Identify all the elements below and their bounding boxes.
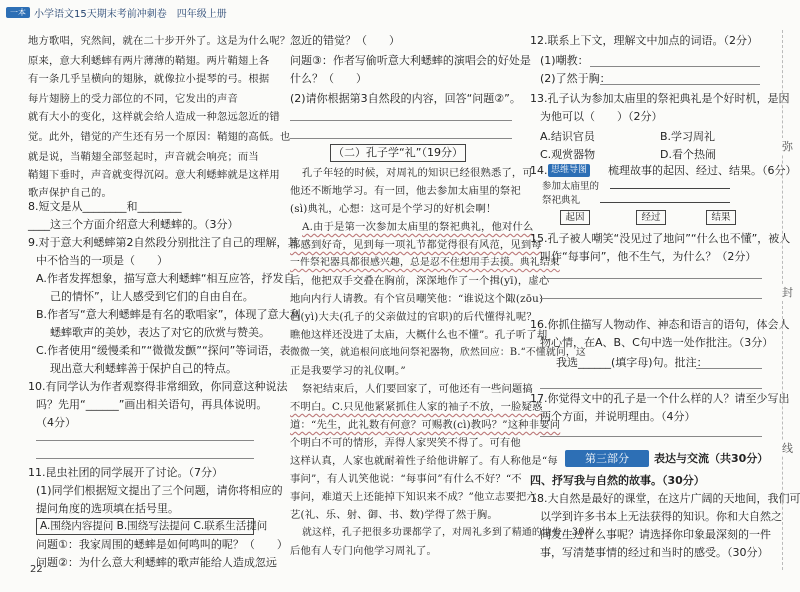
q13-option-b: B.学习周礼 [660,130,716,143]
page-header [0,0,800,20]
question-10-cont: 吗？先用“______”画出相关语句，再具体说明。 [36,398,268,411]
seal-line [782,30,783,570]
passage-line: 个明白不可的情形，弄得人家哭笑不得了。可有他 [290,437,521,449]
q13-option-c: C.观赏器物 [540,148,596,161]
passage-line: 邑(yì)大夫(孔子的父亲做过的官职)的后代懂得礼呢？ [290,311,537,323]
passage-line: 歌声保护自己的。 [28,187,112,199]
passage-line: 这样认真，人家也就耐着性子给他讲解了。有人称他是“每 [290,455,558,467]
mindmap-tag: 思维导图 [548,164,590,177]
passage-line: 每片翅膀上的受力部位的不同，它发出的声音 [28,93,238,105]
q11-q3: 问题③：作者写偷听意大利蟋蟀的演唱会的好处是 [290,54,531,67]
question-9: 9.对于意大利蟋蟀第2自然段分别批注了自己的理解，其 [28,236,299,249]
option-c-cont: 现出意大利蟋蟀善于保护自己的特点。 [50,362,237,375]
answer-line[interactable] [36,458,254,459]
question-17-cont: 两个方面，并说明理由。（4分） [540,410,696,423]
question-14: 梳理故事的起因、经过、结果。（6分） [608,164,797,177]
passage-line: 事问”，有人讥笑他说：“每事问”有什么不好？“不 [290,473,522,485]
seal-char: 弥 [782,140,793,153]
section-title: （二）孔子学“礼”（19分） [330,144,466,162]
question-12-2: (2)了然于胸： [540,72,611,85]
flow-start-1: 参加太庙里的 [542,181,600,192]
question-16-cont: 物心情，在A、B、C句中选一处作批注。（3分） [540,336,774,349]
answer-line[interactable] [540,298,762,299]
passage-line-c: 不明白。C.只见他紧紧抓住人家的袖子不放，一脸疑惑 [290,401,543,413]
question-12: 12.联系上下文，理解文中加点的词语。（2分） [530,34,758,47]
passage-line: 鞘翅下垂时，声音就变得沉闷。意大利蟋蟀就是这样用 [28,169,280,181]
section-three-title: 表达与交流（共30分） [654,452,769,465]
question-16: 16.你抓住描写人物动作、神态和语言的语句，体会人 [530,318,790,331]
passage-line: 原来，意大利蟋蟀有两片薄薄的鞘翅。两片鞘翅上各 [28,55,270,67]
answer-line[interactable] [540,436,762,437]
question-13: 13.孔子认为参加太庙里的祭祀典礼是个好时机，是因 [530,92,790,105]
question-11-q1: 问题①：我家周围的蟋蟀是如何鸣叫的呢？（ ） [36,538,288,551]
options-text: A.围绕内容提问 B.围绕写法提问 C.联系生活提问 [40,520,268,532]
question-11-q2: 问题②：为什么意大利蟋蟀的歌声能给人造成忽远 [36,556,277,569]
passage-line: 地向内行人请教。有个官员嘲笑他：“谁说这个陬(zōu) [290,293,544,305]
seal-char: 封 [782,286,793,299]
option-a-cont: 己的情怀”，让人感受到它们的自由自在。 [50,290,254,303]
question-9-cont: 中不恰当的一项是（ ） [36,254,168,267]
question-16-choice: 我选______(填字母)句。批注： [556,356,708,369]
passage-line: 祭祀结束后，人们要回家了，可他还有一些问题搞 [302,383,533,395]
option-b-cont: 蟋蟀歌声的美妙，表达了对它的欣赏与赞美。 [50,326,270,339]
seal-char: 线 [782,442,793,455]
answer-line[interactable] [600,84,760,85]
flow-box-process: 经过 [636,210,666,225]
answer-line[interactable] [290,120,512,121]
question-8: 8.短文是从________和________ [28,200,182,213]
q11-part2: (2)请你根据第3自然段的内容，回答“问题②”。 [290,92,521,105]
question-8-cont: ____这三个方面介绍意大利蟋蟀的。（3分） [28,218,239,231]
passage-line: 孔子年轻的时候，对周礼的知识已经很熟悉了，可 [302,167,533,179]
flow-start-2: 祭祀典礼 [542,195,581,206]
question-10: 10.有同学认为作者观察得非常细致，你同意这种说法 [28,380,288,393]
question-15: 15.孔子被人嘲笑“没见过了地问”“什么也不懂”，被人 [530,232,791,245]
option-b: B.作者写“意大利蟋蟀是有名的歌唱家”，体现了意大利 [36,308,301,321]
q13-option-a: A.结识官员 [540,130,595,143]
passage-line: 一件祭祀器具都很感兴趣，总是忍不住想用手去摸。典礼结束 [290,257,560,268]
answer-line[interactable] [540,388,762,389]
answer-line[interactable] [36,440,254,441]
question-15-cont: 叫作“每事问”，他不生气，为什么？（2分） [540,250,757,263]
passage-line: 艺(礼、乐、射、御、书、数)学得了然于胸。 [290,509,498,521]
passage-line: 有一条几乎呈横向的翅脉，就像拉小提琴的弓。根据 [28,73,270,85]
passage-line: 正是我要学习的礼仪啊。” [290,365,406,377]
question-18-cont: 以学到许多书本上无法获得的知识。你和大自然之 [540,510,782,523]
q11-q2-cont: 忽近的错觉？（ ） [290,34,400,47]
passage-line: 就是说，当鞘翅全部竖起时，声音就会响亮；而当 [28,151,259,163]
answer-line[interactable] [540,278,762,279]
passage-line: 后，他把双手交叠在胸前，深深地作了一个揖(yī)，虚心 [290,275,550,287]
passage-line: 都感到好奇，见到每一项礼节都觉得很有风范，见到每 [290,239,542,251]
q11-q3-cont: 什么？（ ） [290,72,367,85]
passage-line: 觉。此外，错觉的产生还有另一个原因：鞘翅的高低。也 [28,131,291,143]
question-11: 11.昆虫社团的同学展开了讨论。（7分） [28,466,223,479]
question-12-1: (1)嘲教： [540,54,589,67]
page-number: 22 [30,564,43,575]
section-three-badge: 第三部分 [565,450,649,467]
question-18: 18.大自然是最好的课堂，在这片广阔的天地间，我们可 [530,492,800,505]
q13-option-d: D.看个热闹 [660,148,716,161]
header-title: 小学语文15天期末考前冲刺卷 四年级上册 [34,9,227,20]
passage-line-a: A.由于是第一次参加太庙里的祭祀典礼，他对什么 [302,221,534,233]
passage-line: 他还不断地学习。有一回，他去参加太庙里的祭祀 [290,185,521,197]
flow-box-cause: 起因 [560,210,590,225]
question-13-cont: 为他可以（ ）（2分） [540,110,663,123]
passage-line: 就有大小的变化，这样就会给人造成一种忽远忽近的错 [28,111,280,123]
question-17: 17.你觉得文中的孔子是一个什么样的人？请至少写出 [530,392,790,405]
section-four-title: 四、抒写我与自然的故事。（30分） [530,474,705,487]
publisher-badge: 一本 [6,7,30,18]
passage-line-b: 微微一笑，就追根问底地问祭祀器物，欣然回应：B.“不懂就问，这 [290,347,586,358]
question-10-score: （4分） [36,416,76,429]
passage-line: 瞧他这样还没进了太庙，大概什么也不懂”。孔子听了却 [290,329,548,341]
passage-line: 事问，难道天上还能掉下知识来不成？”他立志要把六 [290,491,537,503]
option-c: C.作者使用“缓慢柔和”“微微发颤”“探问”等词语，表 [36,344,291,357]
passage-line: 后他有人专门向他学习周礼了。 [290,545,437,557]
passage-line: 就这样，孔子把很多功课都学了，对周礼多到了精通的地步，30岁 [302,527,595,538]
question-11-part1-cont: 提问角度的选项填在括号里。 [36,502,179,515]
answer-line[interactable] [696,368,762,369]
flow-box-result: 结果 [706,210,736,225]
passage-line: (sì)典礼，心想：这可是个学习的好机会啊！ [290,203,497,215]
passage-line: 道：“先生，此礼数有何意？可赐教(cì)教吗？”这种非要问 [290,419,561,431]
question-11-part1: (1)同学们根据短文提出了三个问题，请你将相应的 [36,484,283,497]
flow-arrow [600,202,730,203]
answer-line[interactable] [590,66,760,67]
option-a: A.作者发挥想象，描写意大利蟋蟀“相互应答，抒发自 [36,272,295,285]
question-18-cont: 事，写清楚事情的经过和当时的感受。（30分） [540,546,769,559]
question-14-num: 14. [530,164,548,177]
passage-line: 地方歌唱，究然间，就在二十步开外了。这是为什么呢？ [28,35,291,47]
flow-arrow [610,188,730,189]
answer-line[interactable] [290,138,512,139]
question-18-cont: 间发生过什么事呢？请选择你印象最深刻的一件 [540,528,771,541]
